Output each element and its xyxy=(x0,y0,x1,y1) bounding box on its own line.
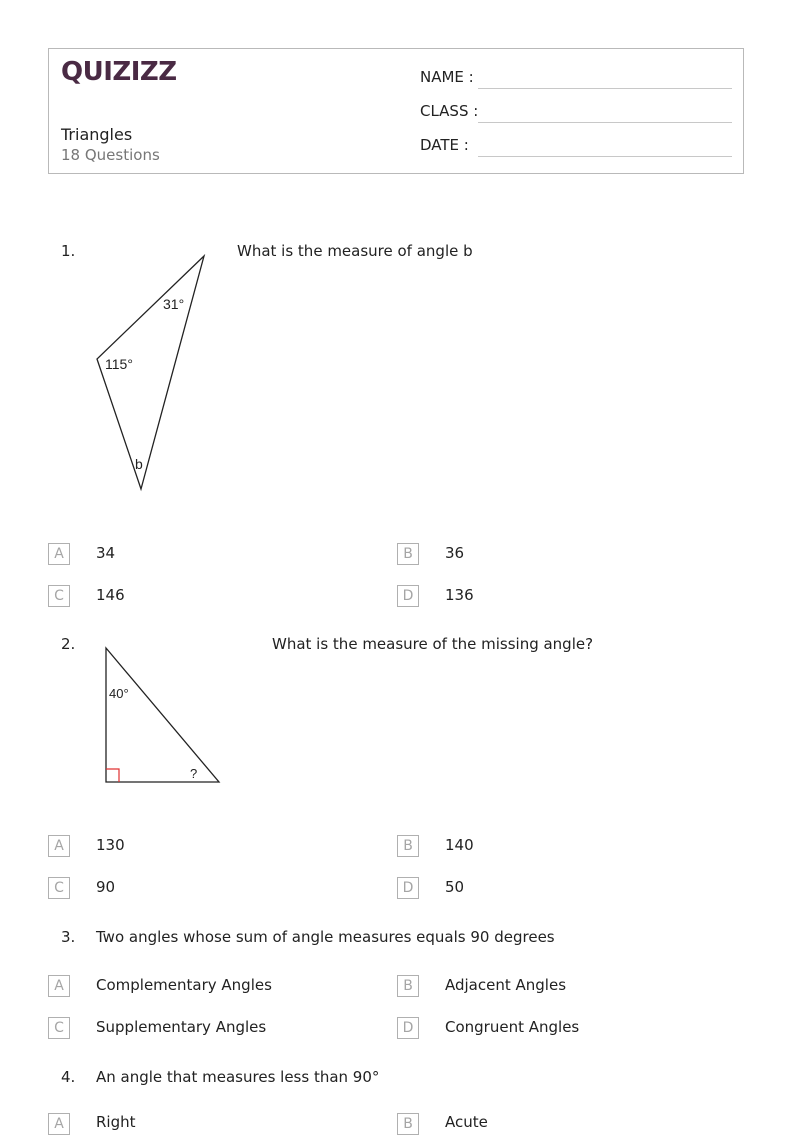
question-text: What is the measure of angle b xyxy=(237,242,473,260)
option-text[interactable]: Congruent Angles xyxy=(445,1018,580,1036)
option-letter-box[interactable]: C xyxy=(48,877,70,899)
option-letter-box[interactable]: A xyxy=(48,543,70,565)
option-letter-box[interactable]: B xyxy=(397,835,419,857)
option-text[interactable]: Right xyxy=(96,1113,136,1131)
name-label: NAME : xyxy=(420,68,474,86)
option-letter-box[interactable]: B xyxy=(397,543,419,565)
question-number: 4. xyxy=(61,1068,76,1086)
angle-label-top: 31° xyxy=(163,296,185,312)
option-letter-box[interactable]: B xyxy=(397,975,419,997)
class-label: CLASS : xyxy=(420,102,479,120)
right-angle-marker xyxy=(106,769,119,782)
triangle-figure-2 xyxy=(100,642,230,790)
question-count: 18 Questions xyxy=(61,146,160,164)
option-letter-box[interactable]: A xyxy=(48,835,70,857)
option-letter-box[interactable]: D xyxy=(397,1017,419,1039)
triangle-figure-1 xyxy=(90,248,215,498)
option-text[interactable]: Adjacent Angles xyxy=(445,976,567,994)
question-number: 2. xyxy=(61,635,76,653)
option-text[interactable]: 50 xyxy=(445,878,465,896)
triangle-shape xyxy=(106,648,219,782)
question-text: What is the measure of the missing angle? xyxy=(272,635,594,653)
option-text[interactable]: Complementary Angles xyxy=(96,976,272,994)
angle-label-left: 115° xyxy=(105,356,133,372)
option-text[interactable]: 130 xyxy=(96,836,125,854)
name-field[interactable] xyxy=(478,88,732,89)
option-letter-box[interactable]: A xyxy=(48,975,70,997)
question-number: 1. xyxy=(61,242,76,260)
class-field[interactable] xyxy=(478,122,732,123)
option-text[interactable]: 146 xyxy=(96,586,125,604)
option-letter-box[interactable]: C xyxy=(48,585,70,607)
option-letter-box[interactable]: D xyxy=(397,585,419,607)
question-text: An angle that measures less than 90° xyxy=(96,1068,380,1086)
option-text[interactable]: 90 xyxy=(96,878,116,896)
angle-label-top: 40° xyxy=(109,686,129,701)
option-text[interactable]: 136 xyxy=(445,586,474,604)
option-letter-box[interactable]: D xyxy=(397,877,419,899)
option-text[interactable]: 36 xyxy=(445,544,465,562)
angle-label-right: ? xyxy=(190,766,198,781)
question-number: 3. xyxy=(61,928,76,946)
option-text[interactable]: 140 xyxy=(445,836,474,854)
date-field[interactable] xyxy=(478,156,732,157)
question-text: Two angles whose sum of angle measures equals 90 degrees xyxy=(96,928,555,946)
option-text[interactable]: 34 xyxy=(96,544,116,562)
option-letter-box[interactable]: A xyxy=(48,1113,70,1135)
date-label: DATE : xyxy=(420,136,469,154)
option-text[interactable]: Acute xyxy=(445,1113,488,1131)
angle-label-bottom: b xyxy=(135,456,143,472)
option-letter-box[interactable]: C xyxy=(48,1017,70,1039)
option-text[interactable]: Supplementary Angles xyxy=(96,1018,267,1036)
quizizz-logo: QUIZIZZ xyxy=(61,57,177,87)
triangle-shape xyxy=(97,256,204,489)
option-letter-box[interactable]: B xyxy=(397,1113,419,1135)
worksheet-title: Triangles xyxy=(61,125,133,144)
